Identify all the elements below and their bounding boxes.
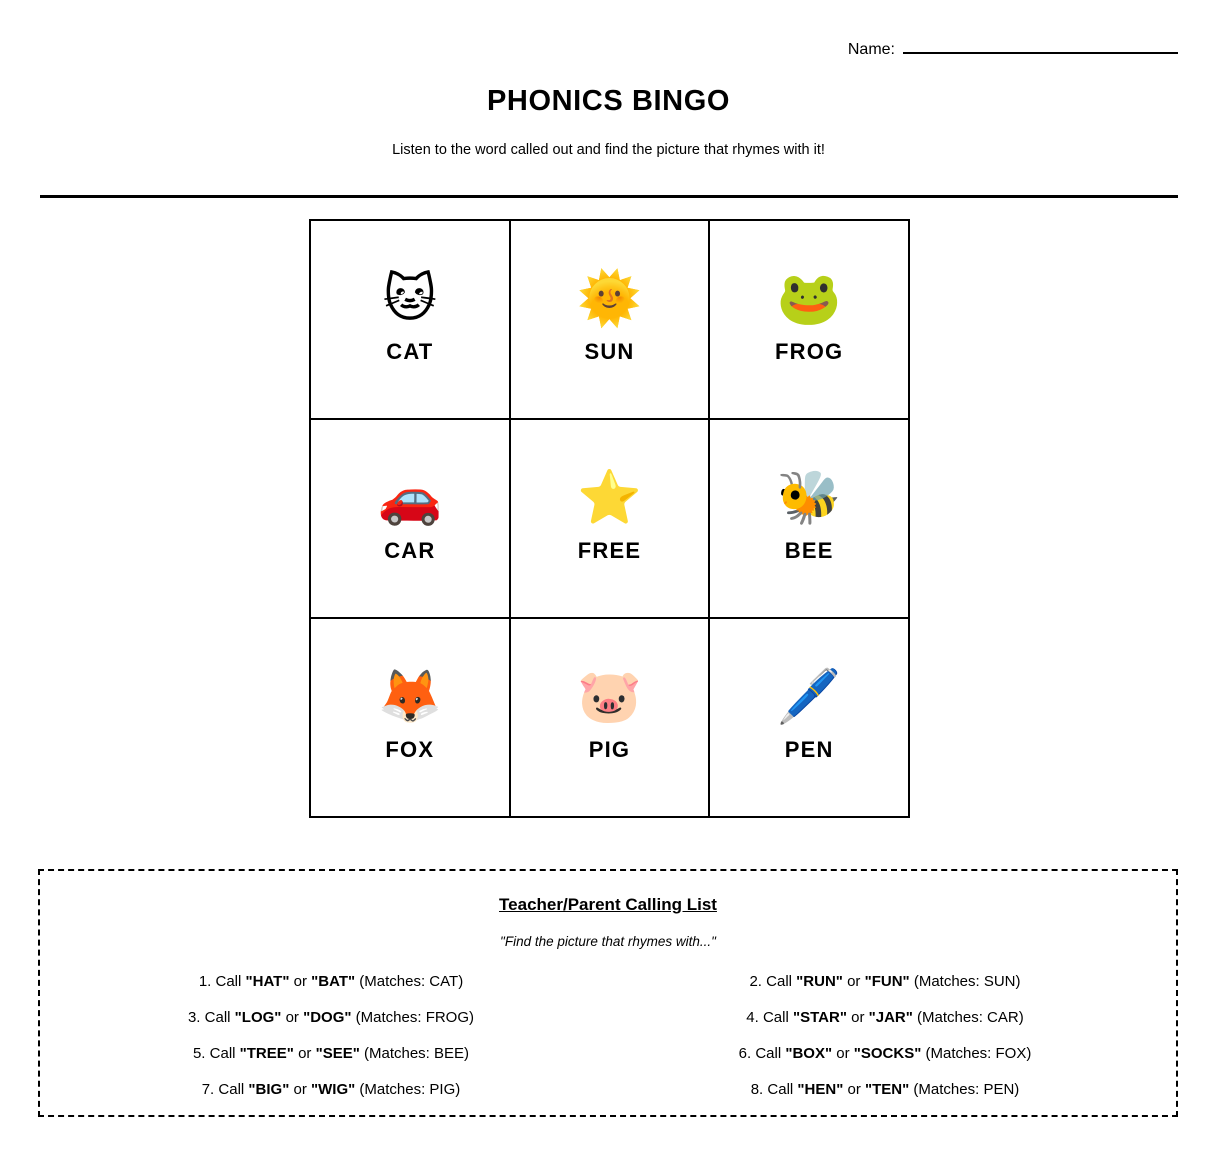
call-item-word-b: "SOCKS" <box>853 1045 922 1062</box>
call-item-word-b: "JAR" <box>868 1009 913 1026</box>
bingo-cell-word: BEE <box>784 537 834 563</box>
call-item-number: 1. <box>198 973 212 990</box>
call-item-match: (Matches: CAT) <box>359 973 464 990</box>
bingo-cell-word: FOX <box>385 736 435 762</box>
call-item-word-b: "TEN" <box>865 1081 910 1098</box>
calling-list-box <box>38 869 1178 1117</box>
bingo-cell[interactable] <box>311 420 511 619</box>
honeybee-icon: 🐝 <box>776 467 842 528</box>
calling-list-item <box>608 1006 1162 1030</box>
frog-face-icon: 🐸 <box>776 268 842 329</box>
bingo-grid <box>309 219 910 818</box>
call-item-word-a: "BOX" <box>785 1045 833 1062</box>
call-item-joiner: or <box>847 973 861 990</box>
calling-list-item <box>608 1078 1162 1102</box>
cat-face-icon: 🐱 <box>382 268 437 329</box>
call-item-word-a: "LOG" <box>234 1009 282 1026</box>
bingo-cell[interactable] <box>710 420 910 619</box>
calling-list-item <box>608 970 1162 994</box>
bingo-cell[interactable] <box>511 420 711 619</box>
bingo-cell-word: FROG <box>774 338 844 364</box>
call-item-match: (Matches: FROG) <box>355 1009 475 1026</box>
call-item-joiner: or <box>293 1081 307 1098</box>
car-icon: 🚗 <box>377 467 443 528</box>
call-item-lead: Call <box>767 1081 794 1098</box>
name-field-row <box>0 38 1178 60</box>
bingo-cell-word: PEN <box>784 736 834 762</box>
bingo-cell[interactable] <box>710 221 910 420</box>
star-icon: ⭐ <box>577 467 642 528</box>
page-subtitle: Listen to the word called out and find the picture that rhymes with it! <box>392 142 825 158</box>
call-item-word-b: "DOG" <box>303 1009 352 1026</box>
call-item-word-a: "HEN" <box>797 1081 844 1098</box>
call-item-lead: Call <box>218 1081 245 1098</box>
call-item-word-b: "SEE" <box>315 1045 360 1062</box>
page-title: PHONICS BINGO <box>486 85 731 117</box>
bingo-cell-word: FREE <box>577 537 642 563</box>
call-item-word-b: "WIG" <box>311 1081 356 1098</box>
call-item-number: 8. <box>750 1081 764 1098</box>
sun-with-face-icon: 🌞 <box>577 268 642 329</box>
call-item-match: (Matches: PIG) <box>359 1081 461 1098</box>
call-item-lead: Call <box>209 1045 236 1062</box>
fox-face-icon: 🦊 <box>377 666 443 727</box>
bingo-cell[interactable] <box>511 619 711 818</box>
call-item-lead: Call <box>215 973 242 990</box>
bingo-cell-word: CAT <box>386 338 434 364</box>
call-item-number: 3. <box>187 1009 201 1026</box>
calling-list-item <box>54 1078 608 1102</box>
call-item-number: 5. <box>192 1045 206 1062</box>
bingo-cell[interactable] <box>710 619 910 818</box>
call-item-lead: Call <box>204 1009 231 1026</box>
call-item-lead: Call <box>755 1045 782 1062</box>
bingo-cell-word: CAR <box>384 537 436 563</box>
calling-list-items <box>54 970 1162 1102</box>
call-item-match: (Matches: CAR) <box>917 1009 1024 1026</box>
bingo-cell[interactable] <box>311 221 511 420</box>
calling-list-item <box>608 1042 1162 1066</box>
calling-list-item <box>54 970 608 994</box>
call-item-word-b: "FUN" <box>864 973 910 990</box>
pen-icon: 🖊️ <box>776 666 842 727</box>
call-item-match: (Matches: SUN) <box>913 973 1021 990</box>
calling-list-title: Teacher/Parent Calling List <box>499 895 717 914</box>
call-item-match: (Matches: BEE) <box>364 1045 470 1062</box>
bingo-cell-word: SUN <box>584 338 635 364</box>
call-item-match: (Matches: PEN) <box>913 1081 1020 1098</box>
name-label: Name: <box>847 41 895 58</box>
call-item-word-b: "BAT" <box>311 973 356 990</box>
call-item-number: 2. <box>749 973 762 990</box>
call-item-number: 4. <box>746 1009 759 1026</box>
call-item-joiner: or <box>851 1009 865 1026</box>
call-item-joiner: or <box>298 1045 312 1062</box>
name-input-blank[interactable] <box>903 38 1178 54</box>
header-divider <box>40 195 1178 198</box>
call-item-word-a: "STAR" <box>792 1009 847 1026</box>
call-item-joiner: or <box>293 973 307 990</box>
call-item-number: 6. <box>738 1045 752 1062</box>
calling-list-item <box>54 1042 608 1066</box>
bingo-cell[interactable] <box>511 221 711 420</box>
call-item-joiner: or <box>847 1081 861 1098</box>
call-item-word-a: "RUN" <box>796 973 843 990</box>
call-item-joiner: or <box>285 1009 299 1026</box>
call-item-lead: Call <box>766 973 792 990</box>
call-item-number: 7. <box>201 1081 215 1098</box>
call-item-word-a: "TREE" <box>239 1045 294 1062</box>
calling-list-subtitle: "Find the picture that rhymes with..." <box>500 934 716 949</box>
call-item-word-a: "BIG" <box>248 1081 290 1098</box>
call-item-word-a: "HAT" <box>245 973 290 990</box>
call-item-match: (Matches: FOX) <box>925 1045 1032 1062</box>
call-item-lead: Call <box>762 1009 789 1026</box>
bingo-cell[interactable] <box>311 619 511 818</box>
calling-list-item <box>54 1006 608 1030</box>
bingo-cell-word: PIG <box>588 736 631 762</box>
pig-face-icon: 🐷 <box>577 666 642 727</box>
call-item-joiner: or <box>836 1045 850 1062</box>
